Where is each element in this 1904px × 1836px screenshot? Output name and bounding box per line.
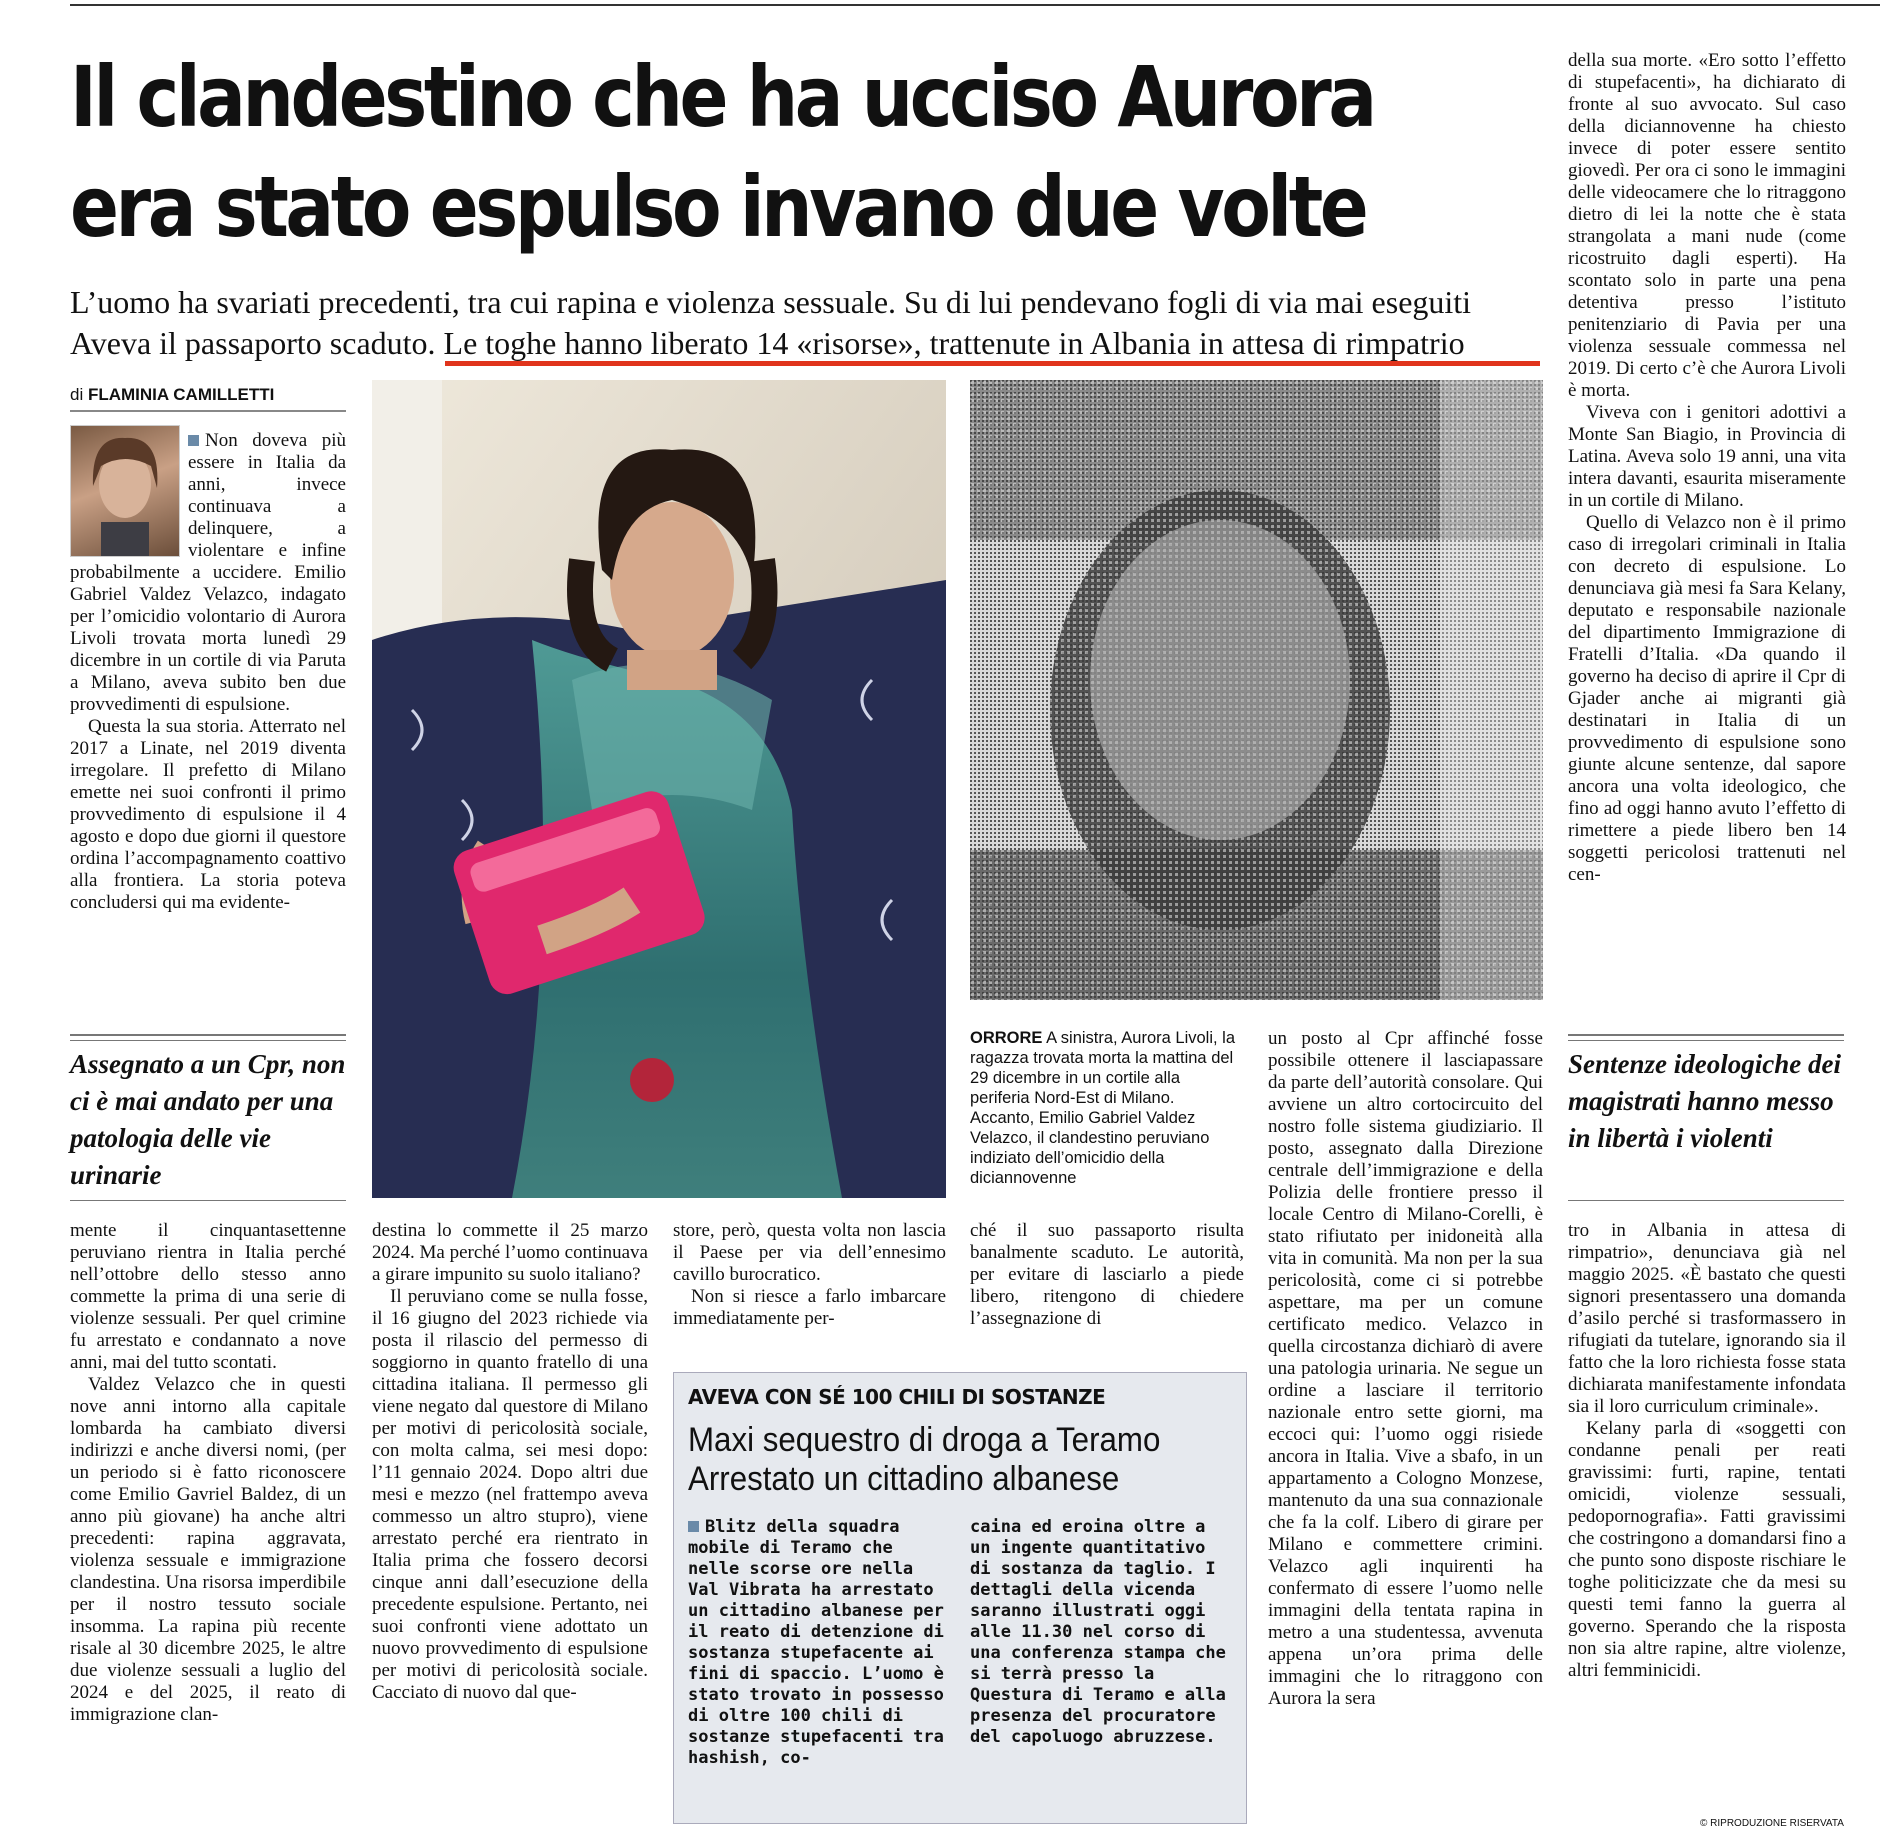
photo-velazco-image [970,380,1543,1000]
top-rule [70,0,1880,6]
pullquote-right-rule-top [1568,1034,1844,1041]
sidebar-article-box [673,1372,1247,1824]
col2-paragraph-2: Il peruviano come se nulla fosse, il 16 giugno del 2023 richiede via posta il rilascio del permesso di soggiorno in quanto fratello di una cittadina italiana. Il permesso gli viene negato dal questore di Milano per motivi di pericolosità sociale, con molta calma, sei mesi dopo: l’11 gennaio 2024. Dopo altri due mesi e mezzo (nel frattempo aveva commesso un altro stupro), viene arrestato perché era rientrato in Italia prima che fossero decorsi cinque anni dall’esecuzione della precedente espulsione. Pertanto, nei suoi confronti viene adottato un nuovo provvedimento di espulsione per motivi di pericolosità sociale. Cacciato di nuovo dal que- [372,1286,648,1703]
photo-valdez-velazco [970,380,1543,1000]
paragraph-start-icon [188,435,199,446]
box-title-line-1: Maxi sequestro di droga a Teramo [688,1421,1161,1459]
col6-paragraph-1: della sua morte. «Ero sotto l’effetto di stupefacenti», ha dichiarato di fronte al suo avvocato. Sul caso della diciannovenne ha chiesto invece di poter essere sentito giovedì. Per ora ci sono le immagini delle videocamere che lo ritraggono dietro di lei la notte che è stata strangolata a mani nude (come ricostruito dagli esperti). Ha scontato solo in parte una pena detentiva presso l’istituto penitenziario di Pavia per una violenza sessuale commessa nel 2019. Di certo c’è che Aurora Livoli è morta. [1568,50,1846,401]
subheadline-line-2 [70,323,1600,364]
byline-author: FLAMINIA CAMILLETTI [87,385,275,404]
col6-paragraph-3: Quello di Velazco non è il primo caso di irregolari criminali in Italia con decreto di espulsione. Lo denunciava già mesi fa Sara Kelany, deputato e responsabile nazionale del dipartimento Immigrazione di Fratelli d’Italia. «Da quando il governo ha deciso di aprire il Cpr di Gjader anche ai migranti già destinatari in Italia di un provvedimento di espulsione sono giunte alcune sentenze, dal sapore ancora una volta ideologico, che fino ad oggi hanno avuto l’effetto di rimettere a piede libero ben 14 soggetti pericolosi trattenuti nel cen- [1568,512,1846,885]
box-column-a-text: Blitz della squadra mobile di Teramo che nelle scorse ore nella Val Vibrata ha arrestato un cittadino albanese per il reato di detenzione di sostanza stupefacente ai fini di spaccio. L’uomo è stato trovato in possesso di oltre 100 chili di sostanze stupefacenti tra hashish, co- [688,1517,944,1768]
col1b-paragraph-1: mente il cinquantasettenne peruviano rientra in Italia perché nell’ottobre dello stesso anno commette la prima di una serie di violenze sessuali. Per quel crimine fu arrestato e condannato a nove anni, mai del tutto scontati. [70,1220,346,1373]
pullquote-left: Assegnato a un Cpr, non ci è mai andato per una patologia delle vie urinarie [70,1049,346,1190]
box-title [688,1421,1160,1499]
photo-caption [970,1028,1240,1188]
photo-float-spacer [70,430,188,562]
pullquote-left-rule-top [70,1034,346,1041]
col3-paragraph-2: Non si riesce a farlo imbarcare immediatamente per- [673,1286,946,1329]
copyright-credit: © RIPRODUZIONE RISERVATA [1700,1818,1844,1829]
caption-label: ORRORE [970,1029,1043,1047]
col4-paragraph-1: ché il suo passaporto risulta banalmente scaduto. Le autorità, per evitare di lasciarlo a piede libero, ritengono di chiedere l’assegnazione di [970,1220,1244,1329]
byline [70,385,274,405]
box-column-a [688,1517,950,1769]
column-4-bottom [970,1220,1244,1330]
col6b-paragraph-1: tro in Albania in attesa di rimpatrio», denunciava già nel maggio 2025. «È bastato che questi signori presentassero una domanda d’asilo perché si trasformassero in rifugiati da tutelare, ignorando sia il fatto che la loro richiesta fosse stata dichiarata manifestamente infondata sia il loro curriculum criminale». [1568,1220,1846,1417]
caption-text: A sinistra, Aurora Livoli, la ragazza trovata morta la mattina del 29 dicembre in un cortile alla periferia Nord-Est di Milano. Accanto, Emilio Gabriel Valdez Velazco, il clandestino peruviano indiziato dell’omicidio della diciannovenne [970,1029,1236,1187]
col1-paragraph-1-text: Non doveva più essere in Italia da anni, invece continuava a delinquere, a violentare e infine probabilmente a uccidere. Emilio Gabriel Valdez Velazco, indagato per l’omicidio volontario di Aurora Livoli trovata morta lunedì 29 dicembre in un cortile di via Paruta a Milano, aveva subito ben due provvedimenti di espulsione. [70,430,346,715]
column-6-bottom [1568,1220,1846,1682]
column-5 [1268,1028,1543,1710]
col5-paragraph-1: un posto al Cpr affinché fosse possibile ottenere il lasciapassare da parte dell’autorità consolare. Qui avviene un altro cortocircuito del nostro folle sistema giudiziario. Il posto, assegnato dalla Direzione centrale dell’immigrazione e della Polizia delle frontiere presso il locale Centro di Milano-Corelli, è stato rifiutato per inidoneità alla vita in comunità. Ma non per la sua pericolosità, come ci si potrebbe aspettare, ma per un comune certificato medico. Velazco in quella circostanza dichiarò di avere una patologia urinaria. Ne segue un ordine a lasciare il territorio nazionale entro sette giorni, ma eccoci qui: l’uomo oggi risiede ancora in Italia. Vive a sbafo, in un appartamento a Cologno Monzese, mantenuto da una sua connazionale che fa la colf. Libero di girare per Milano e commettere crimini. Velazco agli inquirenti ha confermato di essere l’uomo nelle immagini della tentata rapina in metro a una studentessa, avvenuta appena un’ora prima delle immagini che lo ritraggono con Aurora la sera [1268,1028,1543,1709]
byline-rule [70,410,346,412]
headline-line-1: Il clandestino che ha ucciso Aurora [70,48,1374,146]
column-3-bottom [673,1220,946,1330]
col6-paragraph-2: Viveva con i genitori adottivi a Monte San Biagio, in Provincia di Latina. Aveva solo 19 anni, una vita intera davanti, esaurita miseramente in un cortile di Milano. [1568,402,1846,511]
subheadline-part-a: Aveva il passaporto scaduto. [70,325,444,361]
column-6-top [1568,50,1846,886]
byline-prefix: di [70,385,84,404]
pullquote-left-rule-bottom [70,1200,346,1201]
pullquote-right-rule-bottom [1568,1200,1844,1201]
col3-paragraph-1: store, però, questa volta non lascia il Paese per via dell’ennesimo cavillo burocratico. [673,1220,946,1285]
headline [70,42,1374,262]
col1b-paragraph-2: Valdez Velazco che in questi nove anni intorno alla capitale lombarda ha cambiato diversi indirizzi e anche diversi nomi, (per un periodo si è fatto riconoscere come Emilio Gavriel Baldez, di un anno più giovane) ha anche altri precedenti: rapina aggravata, violenza sessuale e immigrazione clandestina. Una risorsa imperdibile per il nostro tessuto sociale insomma. La rapina più recente risale al 30 dicembre 2025, le altre due violenze sessuali a luglio del 2024 e del 2025, il reato di immigrazione clan- [70,1374,346,1725]
column-1-bottom [70,1220,346,1726]
box-kicker: AVEVA CON SÉ 100 CHILI DI SOSTANZE [688,1385,1106,1409]
subheadline-part-b: Le toghe hanno liberato 14 «risorse», trattenute in Albania in attesa di rimpatrio [443,325,1465,361]
subheadline-line-1: L’uomo ha svariati precedenti, tra cui rapina e violenza sessuale. Su di lui pendevano fogli di via mai eseguiti [70,284,1472,320]
box-paragraph-start-icon [688,1521,699,1532]
column-2-bottom [372,1220,648,1704]
pullquote-right: Sentenze ideologiche dei magistrati hanno messo in libertà i violenti [1568,1049,1841,1153]
box-title-line-2: Arrestato un cittadino albanese [688,1460,1120,1498]
photo-aurora-livoli [372,380,946,1198]
column-1-top [70,430,346,914]
highlight-underline [445,361,1540,366]
box-column-b: caina ed eroina oltre a un ingente quantitativo di sostanza da taglio. I dettagli della vicenda saranno illustrati oggi alle 11.30 nel corso di una conferenza stampa che si terrà presso la Questura di Teramo e alla presenza del procuratore del capoluogo abruzzese. [970,1517,1226,1747]
col2-paragraph-1: destina lo commette il 25 marzo 2024. Ma perché l’uomo continuava a girare impunito su suolo italiano? [372,1220,648,1285]
col6b-paragraph-2: Kelany parla di «soggetti con condanne penali per reati gravissimi: furti, rapine, tentati omicidi, violenze sessuali, pedopornografia». Fatti gravissimi che costringono a domandarsi fino a che punto sono disposte rischiare le toghe politicizzate che da mesi su questi temi fanno la guerra al governo. Sperando che la risposta non sia altre rapine, altre violenze, altri femminicidi. [1568,1418,1846,1681]
headline-line-2: era stato espulso invano due volte [70,158,1366,256]
photo-aurora-image [372,380,946,1198]
col1-paragraph-2: Questa la sua storia. Atterrato nel 2017 a Linate, nel 2019 diventa irregolare. Il prefetto di Milano emette nei suoi confronti il primo provvedimento di espulsione il 4 agosto e dopo due giorni il questore ordina l’accompagnamento coattivo alla frontiera. La storia poteva concludersi qui ma evidente- [70,716,346,913]
subheadline [70,282,1600,364]
